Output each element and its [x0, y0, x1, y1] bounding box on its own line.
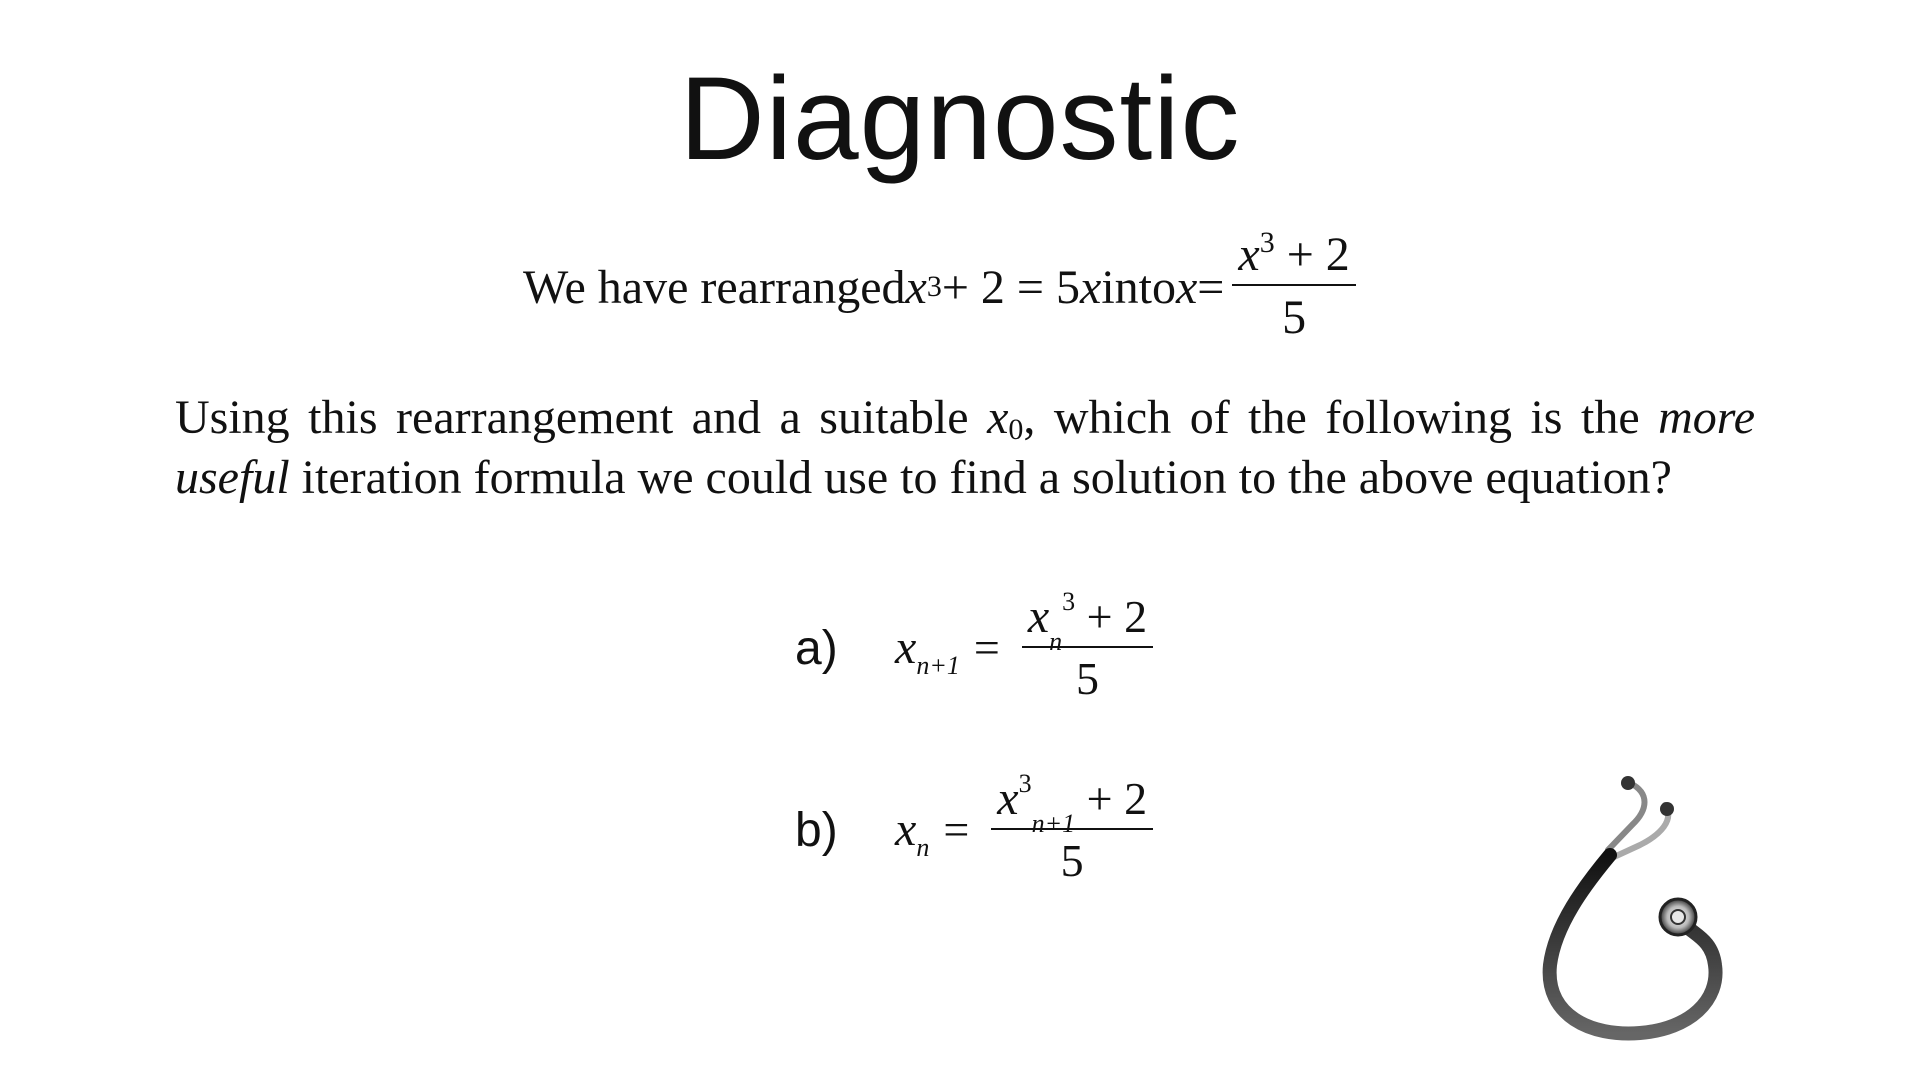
- option-b-num-var: x: [997, 772, 1019, 826]
- numerator-x: x: [1238, 228, 1260, 282]
- statement-mid: + 2 = 5: [941, 260, 1080, 314]
- option-b-num-exponent: 3: [1018, 769, 1032, 799]
- option-a-denominator: 5: [1075, 653, 1099, 705]
- option-a-lhs-subscript: n+1: [916, 650, 960, 680]
- option-b-label: b): [795, 803, 838, 857]
- option-a-equals: =: [973, 622, 1000, 674]
- option-b-equals: =: [943, 804, 970, 856]
- option-a-label: a): [795, 621, 838, 675]
- question-text: [175, 388, 1755, 508]
- option-b-num-rest: + 2: [1075, 773, 1148, 825]
- option-a-num-var: x: [1027, 590, 1050, 644]
- question-x0-subscript: 0: [1008, 413, 1024, 446]
- numerator-rest: + 2: [1274, 228, 1350, 282]
- question-part2: , which of the following is the: [1023, 391, 1659, 444]
- option-a-num-exponent: 3: [1062, 587, 1076, 617]
- statement-into: into: [1101, 260, 1176, 314]
- statement-x3: x: [1175, 260, 1198, 314]
- option-b[interactable]: [795, 770, 1153, 890]
- option-b-formula: [895, 769, 1153, 887]
- rearrangement-statement: We have rearranged x 3 + 2 = 5 x into x = $\frac{x^3 + 2}{5}$: [0, 222, 1920, 352]
- option-b-numerator: [991, 769, 1153, 839]
- option-b-lhs-var: x: [895, 803, 917, 857]
- option-a-num-rest: + 2: [1075, 591, 1148, 643]
- question-part1: Using this rearrangement and a suitable: [175, 391, 988, 444]
- statement-prefix: We have rearranged: [523, 260, 906, 314]
- option-a-fraction: [1022, 587, 1153, 705]
- option-b-lhs-subscript: n: [916, 832, 930, 862]
- statement-x2: x: [1080, 260, 1102, 314]
- option-b-fraction: [991, 769, 1153, 887]
- option-b-num-subscript: n+1: [1031, 809, 1076, 839]
- numerator-exponent: 3: [1259, 226, 1275, 260]
- fraction-denominator: 5: [1282, 291, 1307, 344]
- question-emphasis-useful: useful: [175, 451, 290, 504]
- statement-fraction: [1232, 226, 1355, 345]
- page-title: Diagnostic: [679, 53, 1241, 185]
- statement-equals: =: [1197, 260, 1225, 314]
- stethoscope-icon: [1530, 775, 1750, 1045]
- question-part3: iteration formula we could use to find a solution to the above equation?: [289, 451, 1672, 504]
- option-a-numerator: [1022, 587, 1153, 657]
- question-emphasis-more: more: [1658, 391, 1755, 444]
- option-a-num-subscript: n: [1049, 627, 1063, 657]
- question-x0: x: [987, 391, 1009, 444]
- option-a-formula: [895, 587, 1153, 705]
- statement-x: x: [905, 260, 927, 314]
- option-a[interactable]: [795, 588, 1153, 708]
- fraction-numerator: [1232, 226, 1355, 286]
- option-b-denominator: 5: [1060, 835, 1084, 887]
- option-a-lhs-var: x: [895, 621, 917, 675]
